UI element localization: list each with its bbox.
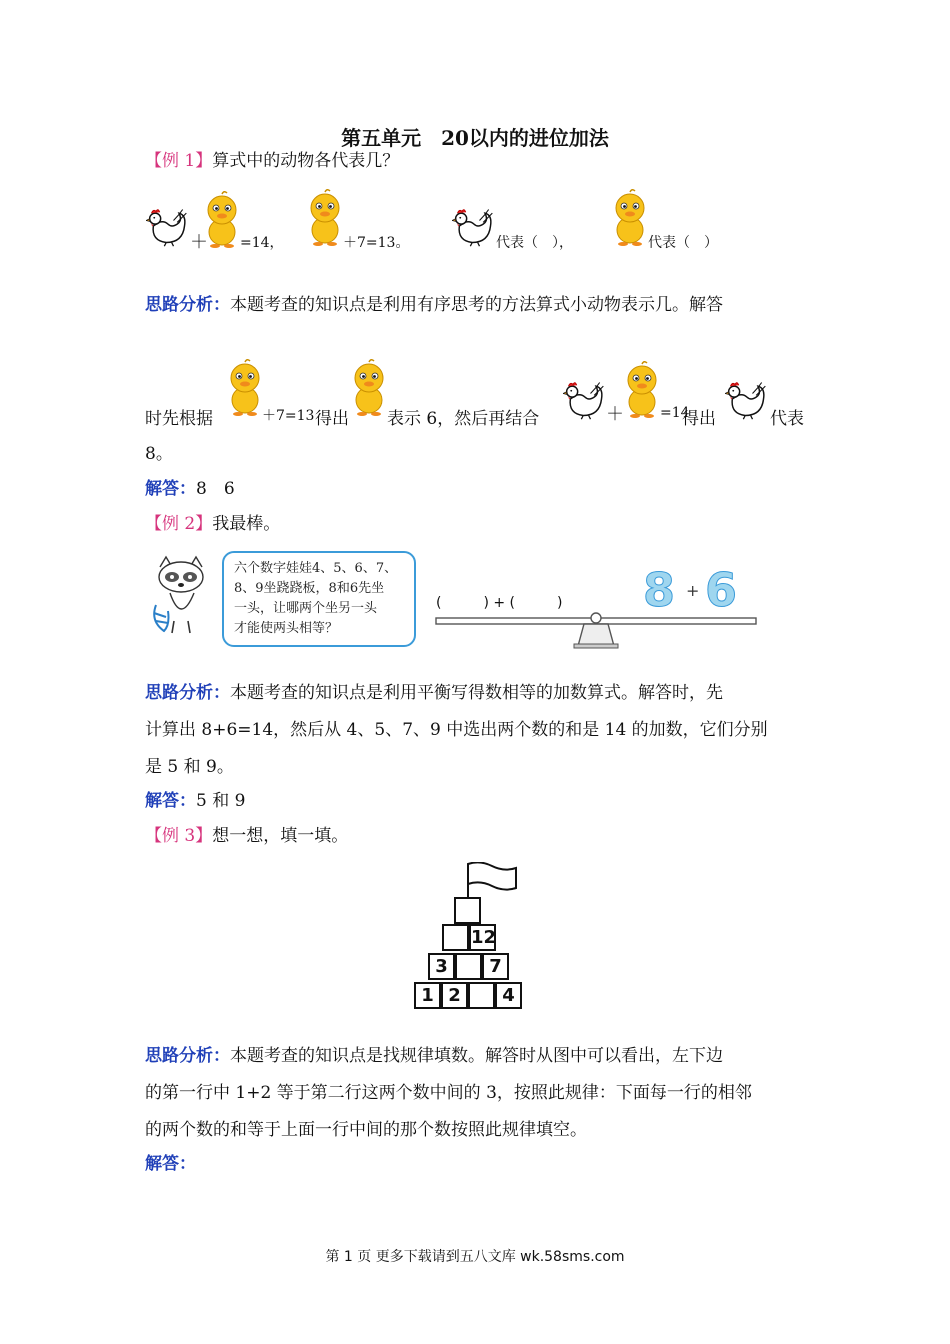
seesaw-blank: ( ) + ( ) bbox=[436, 595, 563, 611]
example-2-analysis-line-1: 思路分析：本题考查的知识点是利用平衡写得数相等的加数算式。解答时，先 bbox=[145, 683, 723, 703]
pyramid-box: 1 bbox=[414, 982, 441, 1009]
hen-icon bbox=[725, 378, 769, 420]
pyramid-box bbox=[455, 953, 482, 980]
plus-sign: ＋ bbox=[606, 404, 624, 425]
example-3-heading: 【例 3】想一想，填一填。 bbox=[145, 826, 349, 846]
seesaw-plus: + bbox=[686, 581, 700, 600]
pyramid-box bbox=[468, 982, 495, 1009]
pyramid-box: 4 bbox=[495, 982, 522, 1009]
pyramid-box: 2 bbox=[441, 982, 468, 1009]
pyramid-box bbox=[442, 924, 469, 951]
pyramid-box: 7 bbox=[482, 953, 509, 980]
duckling-icon bbox=[622, 360, 662, 420]
speech-bubble: 六个数字娃娃4、5、6、7、 8、9坐跷跷板，8和6先坐 一头，让哪两个坐另一头 才能使两头相等？ bbox=[222, 551, 416, 647]
equation-1-result: =14， bbox=[240, 235, 284, 251]
example-3-answer: 解答： bbox=[145, 1154, 196, 1174]
duckling-icon bbox=[610, 188, 650, 248]
duckling-icon bbox=[349, 358, 389, 418]
duckling-icon bbox=[305, 188, 345, 248]
example-1-answer: 解答：8 6 bbox=[145, 479, 235, 499]
equation-inline: ＋7=13 bbox=[262, 408, 315, 424]
duck-represents: 代表（ ） bbox=[648, 235, 718, 251]
pyramid-box: 12 bbox=[469, 924, 496, 951]
example-1-heading bbox=[145, 145, 399, 178]
hen-icon bbox=[146, 205, 190, 247]
example-1-analysis-line-1: 思路分析：本题考查的知识点是利用有序思考的方法算式小动物表示几。解答 bbox=[145, 295, 723, 315]
hen-icon bbox=[452, 205, 496, 247]
pyramid-top-box bbox=[454, 897, 481, 924]
digit-doll-8: 8 bbox=[643, 563, 676, 617]
flag-icon bbox=[466, 862, 520, 900]
pyramid-box: 3 bbox=[428, 953, 455, 980]
equation-2-result: ＋7=13。 bbox=[343, 235, 410, 251]
raccoon-icon bbox=[150, 555, 212, 635]
hen-icon bbox=[563, 378, 607, 420]
example-2-answer: 解答：5 和 9 bbox=[145, 791, 246, 811]
example-1-analysis-line-2-a: 时先根据 bbox=[145, 409, 213, 429]
page-footer: 第 1 页 更多下载请到五八文库 wk.58sms.com bbox=[325, 1249, 625, 1265]
seesaw-icon bbox=[434, 610, 758, 650]
duckling-icon bbox=[225, 358, 265, 418]
page-title: 第五单元 20以内的进位加法 bbox=[341, 126, 609, 150]
example-3-analysis-line-1: 思路分析：本题考查的知识点是找规律填数。解答时从图中可以看出，左下边 bbox=[145, 1046, 723, 1066]
analysis-label: 思路分析： bbox=[145, 295, 230, 315]
example-2-heading: 【例 2】我最棒。 bbox=[145, 514, 281, 534]
example-1-tag: 【例 1】 bbox=[145, 151, 213, 171]
digit-doll-6: 6 bbox=[705, 563, 738, 617]
plus-sign: ＋ bbox=[190, 232, 208, 253]
example-1-question: 算式中的动物各代表几？ bbox=[212, 151, 400, 171]
duckling-icon bbox=[202, 190, 242, 250]
hen-represents: 代表（ ）， bbox=[496, 235, 573, 251]
